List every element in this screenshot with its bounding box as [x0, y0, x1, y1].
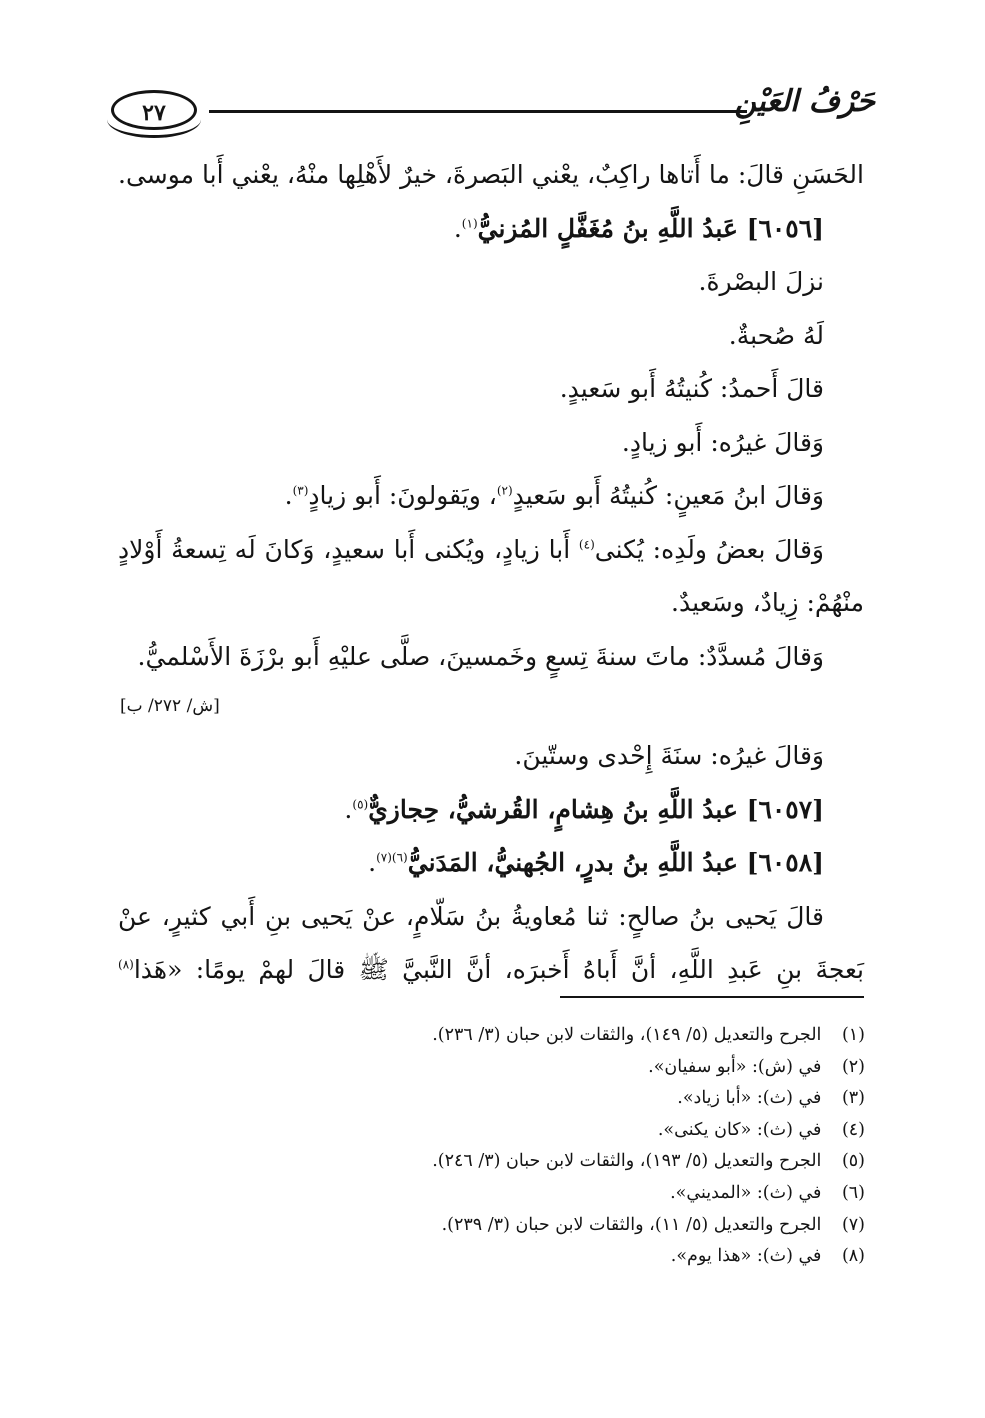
text-line: قالَ يَحيى بنُ صالحٍ: ثنا مُعاويةُ بنُ سَلّامٍ، عنْ يَحيى بنِ أَبي كثيرٍ، عنْ — [118, 901, 824, 931]
header-rule — [209, 110, 747, 113]
footnote-marker: (٣) — [292, 483, 309, 498]
text-line: وَقالَ مُسدَّدٌ: ماتَ سنةَ تِسعٍ وخَمسينَ، صلَّى عليْهِ أَبو برْزَةَ الأَسْلميُّ. — [137, 641, 824, 671]
footnote-marker: (٧) — [376, 850, 392, 865]
text-line: وَقالَ بعضُ ولَدِه: يُكنى$^{(٤)}$ أَبا زيادٍ، ويُكنى أَبا سعيدٍ، وَكانَ لَه تِسعةُ أَوْلادٍ — [118, 534, 824, 564]
text-line: وَقالَ ابنُ مَعينٍ: كُنيتُهُ أَبو سَعيدٍ$^{(٢)}$، ويَقولونَ: أَبو زيادٍ$^{(٣)}$. — [284, 481, 824, 510]
footnote: (٨) في (ث): «هذا يوم». — [670, 1246, 865, 1267]
page-number: ٢٧ — [111, 90, 197, 130]
text-line: وَقالَ غيرُه: سنَةَ إِحْدى وستّينَ. — [514, 741, 824, 770]
footnote-marker: (٨) — [118, 957, 134, 972]
text-line: وَقالَ غيرُه: أَبو زيادٍ. — [621, 427, 824, 457]
footnote: (٥) الجرح والتعديل (٥/ ١٩٣)، والثقات لابن حبان (٣/ ٢٤٦). — [432, 1151, 865, 1172]
text-line: منْهُمْ: زِيادٌ، وسَعيدٌ. — [671, 588, 864, 617]
text-line: بَعجةَ بنِ عَبدِ اللَّهِ، أنَّ أَباهُ أَخبرَه، أنَّ النَّبيَّ ﷺ قالَ لهمْ يومًا: «هَذا$^{(٨)}$ — [118, 955, 864, 984]
footnote-marker: (١) — [461, 216, 478, 231]
footnote: (٣) في (ث): «أبا زياد». — [677, 1088, 865, 1109]
manuscript-folio-marker: [ش/ ٢٧٢/ ب] — [120, 696, 220, 716]
footnote: (٧) الجرح والتعديل (٥/ ١١)، والثقات لابن حبان (٣/ ٢٣٩). — [441, 1214, 865, 1235]
footnote: (٢) في (ش): «أبو سفيان». — [648, 1056, 865, 1077]
text-line: الحَسَنِ قالَ: ما أَتاها راكِبٌ، يعْني البَصرةَ، خيرٌ لأَهْلِها منْهُ، يعْني أَبا موسى. — [118, 160, 864, 189]
footnote: (١) الجرح والتعديل (٥/ ١٤٩)، والثقات لابن حبان (٣/ ٢٣٦). — [432, 1025, 865, 1045]
page-header — [105, 82, 875, 144]
footnotes — [320, 1020, 865, 1273]
entry-heading: [٦٠٥٦] عَبدُ اللَّهِ بنُ مُغَفَّلٍ المُزنيُّ$^{(١)}$. — [453, 213, 824, 243]
footnote: (٦) في (ث): «المديني». — [670, 1182, 865, 1203]
footnote-marker: (٤) — [578, 537, 595, 552]
footnote-separator — [560, 996, 864, 998]
text-line: قالَ أَحمدُ: كُنيتُهُ أَبو سَعيدٍ. — [559, 374, 824, 403]
chapter-title: حَرْفُ العَيْنِ — [734, 84, 875, 119]
entry-heading: [٦٠٥٨] عبدُ اللَّهِ بنُ بدرٍ، الجُهنيُّ، المَدَنيُّ$^{(٦)(٧)}$. — [368, 848, 824, 877]
footnote-marker: (٢) — [496, 483, 513, 498]
footnote: (٤) في (ث): «كان يكنى». — [657, 1119, 865, 1140]
footnote-marker: (٥) — [352, 797, 369, 812]
main-text — [118, 148, 864, 997]
footnote-marker: (٦) — [391, 850, 408, 865]
text-line: لَهُ صُحبةٌ. — [728, 320, 824, 350]
text-line: نزلَ البصْرةَ. — [698, 267, 824, 296]
entry-heading: [٦٠٥٧] عبدُ اللَّهِ بنُ هِشامٍ، القُرشيُّ، حِجازيٌّ$^{(٥)}$. — [344, 794, 824, 824]
